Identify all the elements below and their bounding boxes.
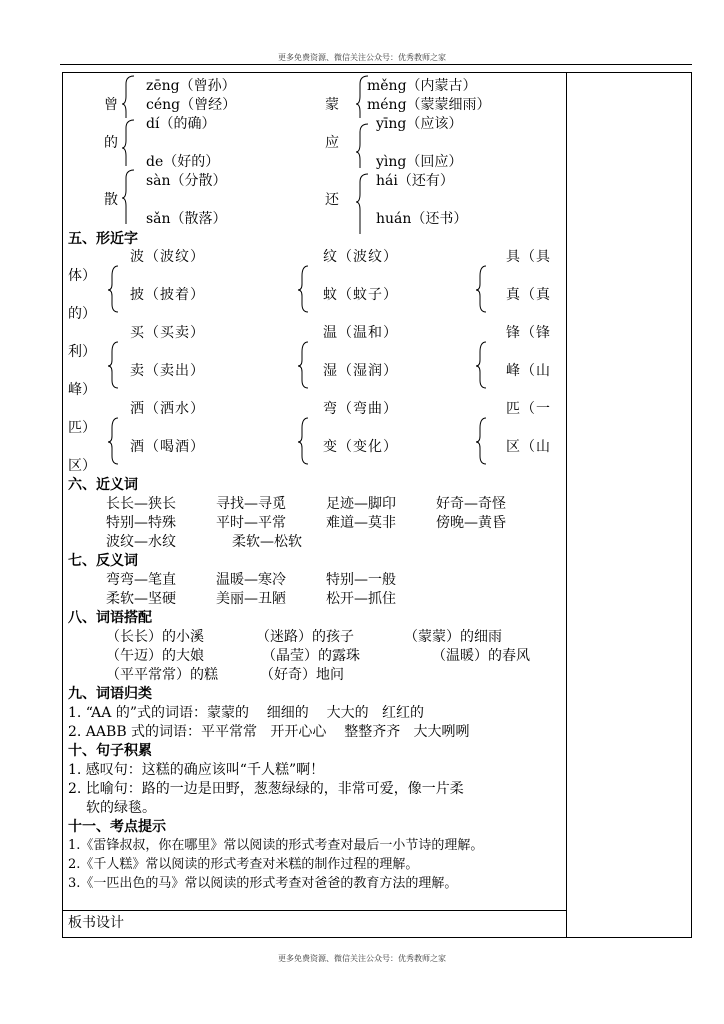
text-line: 3.《一匹出色的马》常以阅读的形式考查对爸爸的教育方法的理解。 (68, 876, 458, 891)
reading: sǎn（散落） (146, 211, 227, 227)
word-pair: 柔软—坚硬 (106, 591, 176, 607)
header-rule (60, 64, 692, 65)
text-line: 软的绿毯。 (86, 800, 156, 816)
section-title: 十一、考点提示 (68, 819, 166, 835)
section-title: 八、词语搭配 (68, 610, 152, 626)
table-column-divider (566, 72, 567, 938)
polyphone-char: 散 (104, 192, 118, 208)
collocation: （蒙蒙）的细雨 (404, 629, 502, 645)
polyphone-char: 还 (325, 192, 339, 208)
reading: měng（内蒙古） (367, 78, 477, 94)
text-line: 2.《千人糕》常以阅读的形式考查对米糕的制作过程的理解。 (68, 857, 419, 872)
section-title: 九、词语归类 (68, 686, 152, 702)
reading: yìng（回应） (376, 154, 463, 170)
word: 温（温和） (323, 325, 398, 341)
word: 区（山 (506, 439, 551, 455)
word: 蚊（蚊子） (323, 287, 398, 303)
word: 纹（波纹） (323, 249, 398, 265)
text-line: 2. 比喻句：路的一边是田野，葱葱绿绿的，非常可爱，像一片柔 (68, 781, 464, 797)
word-pair: 松开—抓住 (326, 591, 396, 607)
brace-icon (122, 74, 136, 234)
collocation: （温暖）的春风 (432, 648, 530, 664)
word: 湿（湿润） (323, 363, 398, 379)
word: 弯（弯曲） (323, 401, 398, 417)
text-line: 2. AABB 式的词语：平平常常 开开心心 整整齐齐 大大咧咧 (68, 724, 470, 740)
polyphone-char: 曾 (104, 97, 118, 113)
word: 真（真 (506, 287, 551, 303)
word: 买（买卖） (130, 325, 205, 341)
word-pair: 长长—狭长 (106, 496, 176, 512)
word: 波（波纹） (130, 249, 205, 265)
board-design-label: 板书设计 (68, 915, 124, 931)
collocation: （平平常常）的糕 (106, 667, 218, 683)
collocation: （长长）的小溪 (106, 629, 204, 645)
word-pair: 寻找—寻觅 (216, 496, 286, 512)
polyphone-char: 的 (104, 135, 118, 151)
word-pair: 难道—莫非 (326, 515, 396, 531)
word-wrap: 峰） (68, 382, 96, 398)
word: 卖（卖出） (130, 363, 205, 379)
word: 洒（洒水） (130, 401, 205, 417)
word-wrap: 区） (68, 458, 96, 474)
word-pair: 美丽—丑陋 (216, 591, 286, 607)
word-pair: 特别—特殊 (106, 515, 176, 531)
table-row-divider (62, 910, 566, 911)
reading: zēng（曾孙） (146, 78, 236, 94)
page-footer: 更多免费资源、微信关注公众号：优秀教师之家 (278, 954, 446, 963)
word-pair: 足迹—脚印 (326, 496, 396, 512)
word: 披（披着） (130, 287, 205, 303)
word-pair: 温暖—寒冷 (216, 572, 286, 588)
reading: yīng（应该） (376, 116, 463, 132)
reading: hái（还有） (376, 173, 454, 189)
text-line: 1.《雷锋叔叔，你在哪里》常以阅读的形式考查对最后一小节诗的理解。 (68, 838, 484, 853)
section-title: 七、反义词 (68, 553, 138, 569)
text-line: 1. 感叹句：这糕的确应该叫“千人糕”啊！ (68, 762, 325, 778)
polyphone-char: 蒙 (325, 97, 339, 113)
text-line: 1. “AA 的”式的词语：蒙蒙的 细细的 大大的 红红的 (68, 705, 424, 721)
reading: dí（的确） (146, 116, 216, 132)
word-pair: 傍晚—黄昏 (436, 515, 506, 531)
page-header: 更多免费资源、微信关注公众号：优秀教师之家 (278, 53, 446, 62)
word-wrap: 体） (68, 268, 96, 284)
reading: de（好的） (146, 154, 220, 170)
reading: céng（曾经） (146, 97, 237, 113)
polyphone-char: 应 (325, 135, 339, 151)
section-title: 十、句子积累 (68, 743, 152, 759)
word-pair: 平时—平常 (216, 515, 286, 531)
reading: sàn（分散） (146, 173, 227, 189)
word-pair: 波纹—水纹 (106, 534, 176, 550)
reading: huán（还书） (376, 211, 468, 227)
word-pair: 弯弯—笔直 (106, 572, 176, 588)
collocation: （午迈）的大娘 (106, 648, 204, 664)
word: 锋（锋 (506, 325, 551, 341)
word-wrap: 利） (68, 344, 96, 360)
collocation: （迷路）的孩子 (256, 629, 354, 645)
word: 峰（山 (506, 363, 551, 379)
word-wrap: 匹） (68, 420, 96, 436)
section-title: 六、近义词 (68, 477, 138, 493)
word: 变（变化） (323, 439, 398, 455)
word: 匹（一 (506, 401, 551, 417)
word-wrap: 的） (68, 306, 96, 322)
collocation: （好奇）地问 (260, 667, 344, 683)
word-pair: 好奇—奇怪 (436, 496, 506, 512)
word: 酒（喝酒） (130, 439, 205, 455)
word-pair: 柔软—松软 (232, 534, 302, 550)
word-pair: 特别—一般 (326, 572, 396, 588)
collocation: （晶莹）的露珠 (262, 648, 360, 664)
word: 具（具 (506, 249, 551, 265)
reading: méng（蒙蒙细雨） (367, 97, 491, 113)
section-title: 五、形近字 (68, 231, 138, 247)
